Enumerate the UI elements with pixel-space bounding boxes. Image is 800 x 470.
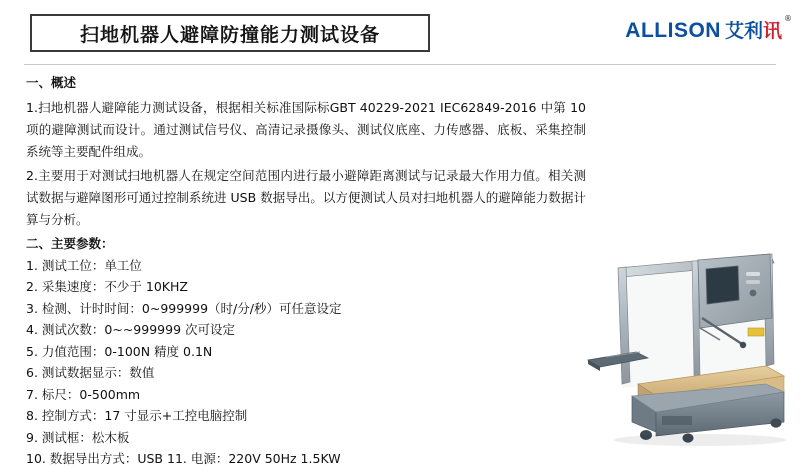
page-title-box [30, 14, 430, 52]
list-item: 5. 力值范围：0-100N 精度 0.1N [26, 343, 213, 359]
list-item: 3. 检测、计时时间：0~999999（时/分/秒）可任意设定 [26, 300, 342, 316]
list-item: 1. 测试工位：单工位 [26, 257, 142, 273]
brand-name-cn-part1: 艾利 [724, 20, 763, 42]
section-heading-parameters: 二、主要参数： [26, 236, 114, 251]
list-item: 8. 控制方式：17 寸显示+工控电脑控制 [26, 408, 248, 423]
list-item: 2. 采集速度：不少于 10KHZ [26, 279, 188, 294]
list-item: 7. 标尺：0-500mm [26, 386, 141, 402]
overview-paragraph-1: 1.扫地机器人避障能力测试设备，根据相关标准国际标GBT 40229-2021 IEC62849-2016 中第 10 项的避障测试而设计。通过测试信号仪、高清记录摄像头、测试仪底座、力传感器、底板、采集控制系统等主要配件组成。 [26, 100, 586, 159]
brand-name-cn-part2: 讯 [762, 20, 782, 42]
brand-name-en: ALLISON [625, 19, 721, 42]
list-item: 4. 测试次数：0~~999999 次可设定 [26, 322, 235, 337]
product-photo-illustration [570, 236, 790, 448]
product-photo [570, 236, 790, 448]
list-item: 10. 数据导出方式：USB 11. 电源：220V 50Hz 1.5KW [26, 451, 341, 466]
page-header [0, 0, 800, 62]
section-heading-overview: 一、概述 [26, 75, 77, 90]
list-item: 6. 测试数据显示：数值 [26, 365, 155, 380]
header-divider [24, 64, 776, 65]
list-item: 9. 测试框：松木板 [26, 429, 130, 445]
overview-paragraph-2: 2.主要用于对测试扫地机器人在规定空间范围内进行最小避障距离测试与记录最大作用力值。相关测试数据与避障图形可通过控制系统进 USB 数据导出。以方便测试人员对扫地机器人的避障能力数据计算与分析。 [26, 168, 586, 227]
parameter-list [26, 255, 586, 470]
brand-logo [625, 14, 792, 43]
brand-name-cn [725, 16, 782, 43]
page-title: 扫地机器人避障防撞能力测试设备 [79, 23, 380, 46]
registered-trademark-icon: ® [784, 14, 792, 23]
document-body [26, 74, 586, 470]
